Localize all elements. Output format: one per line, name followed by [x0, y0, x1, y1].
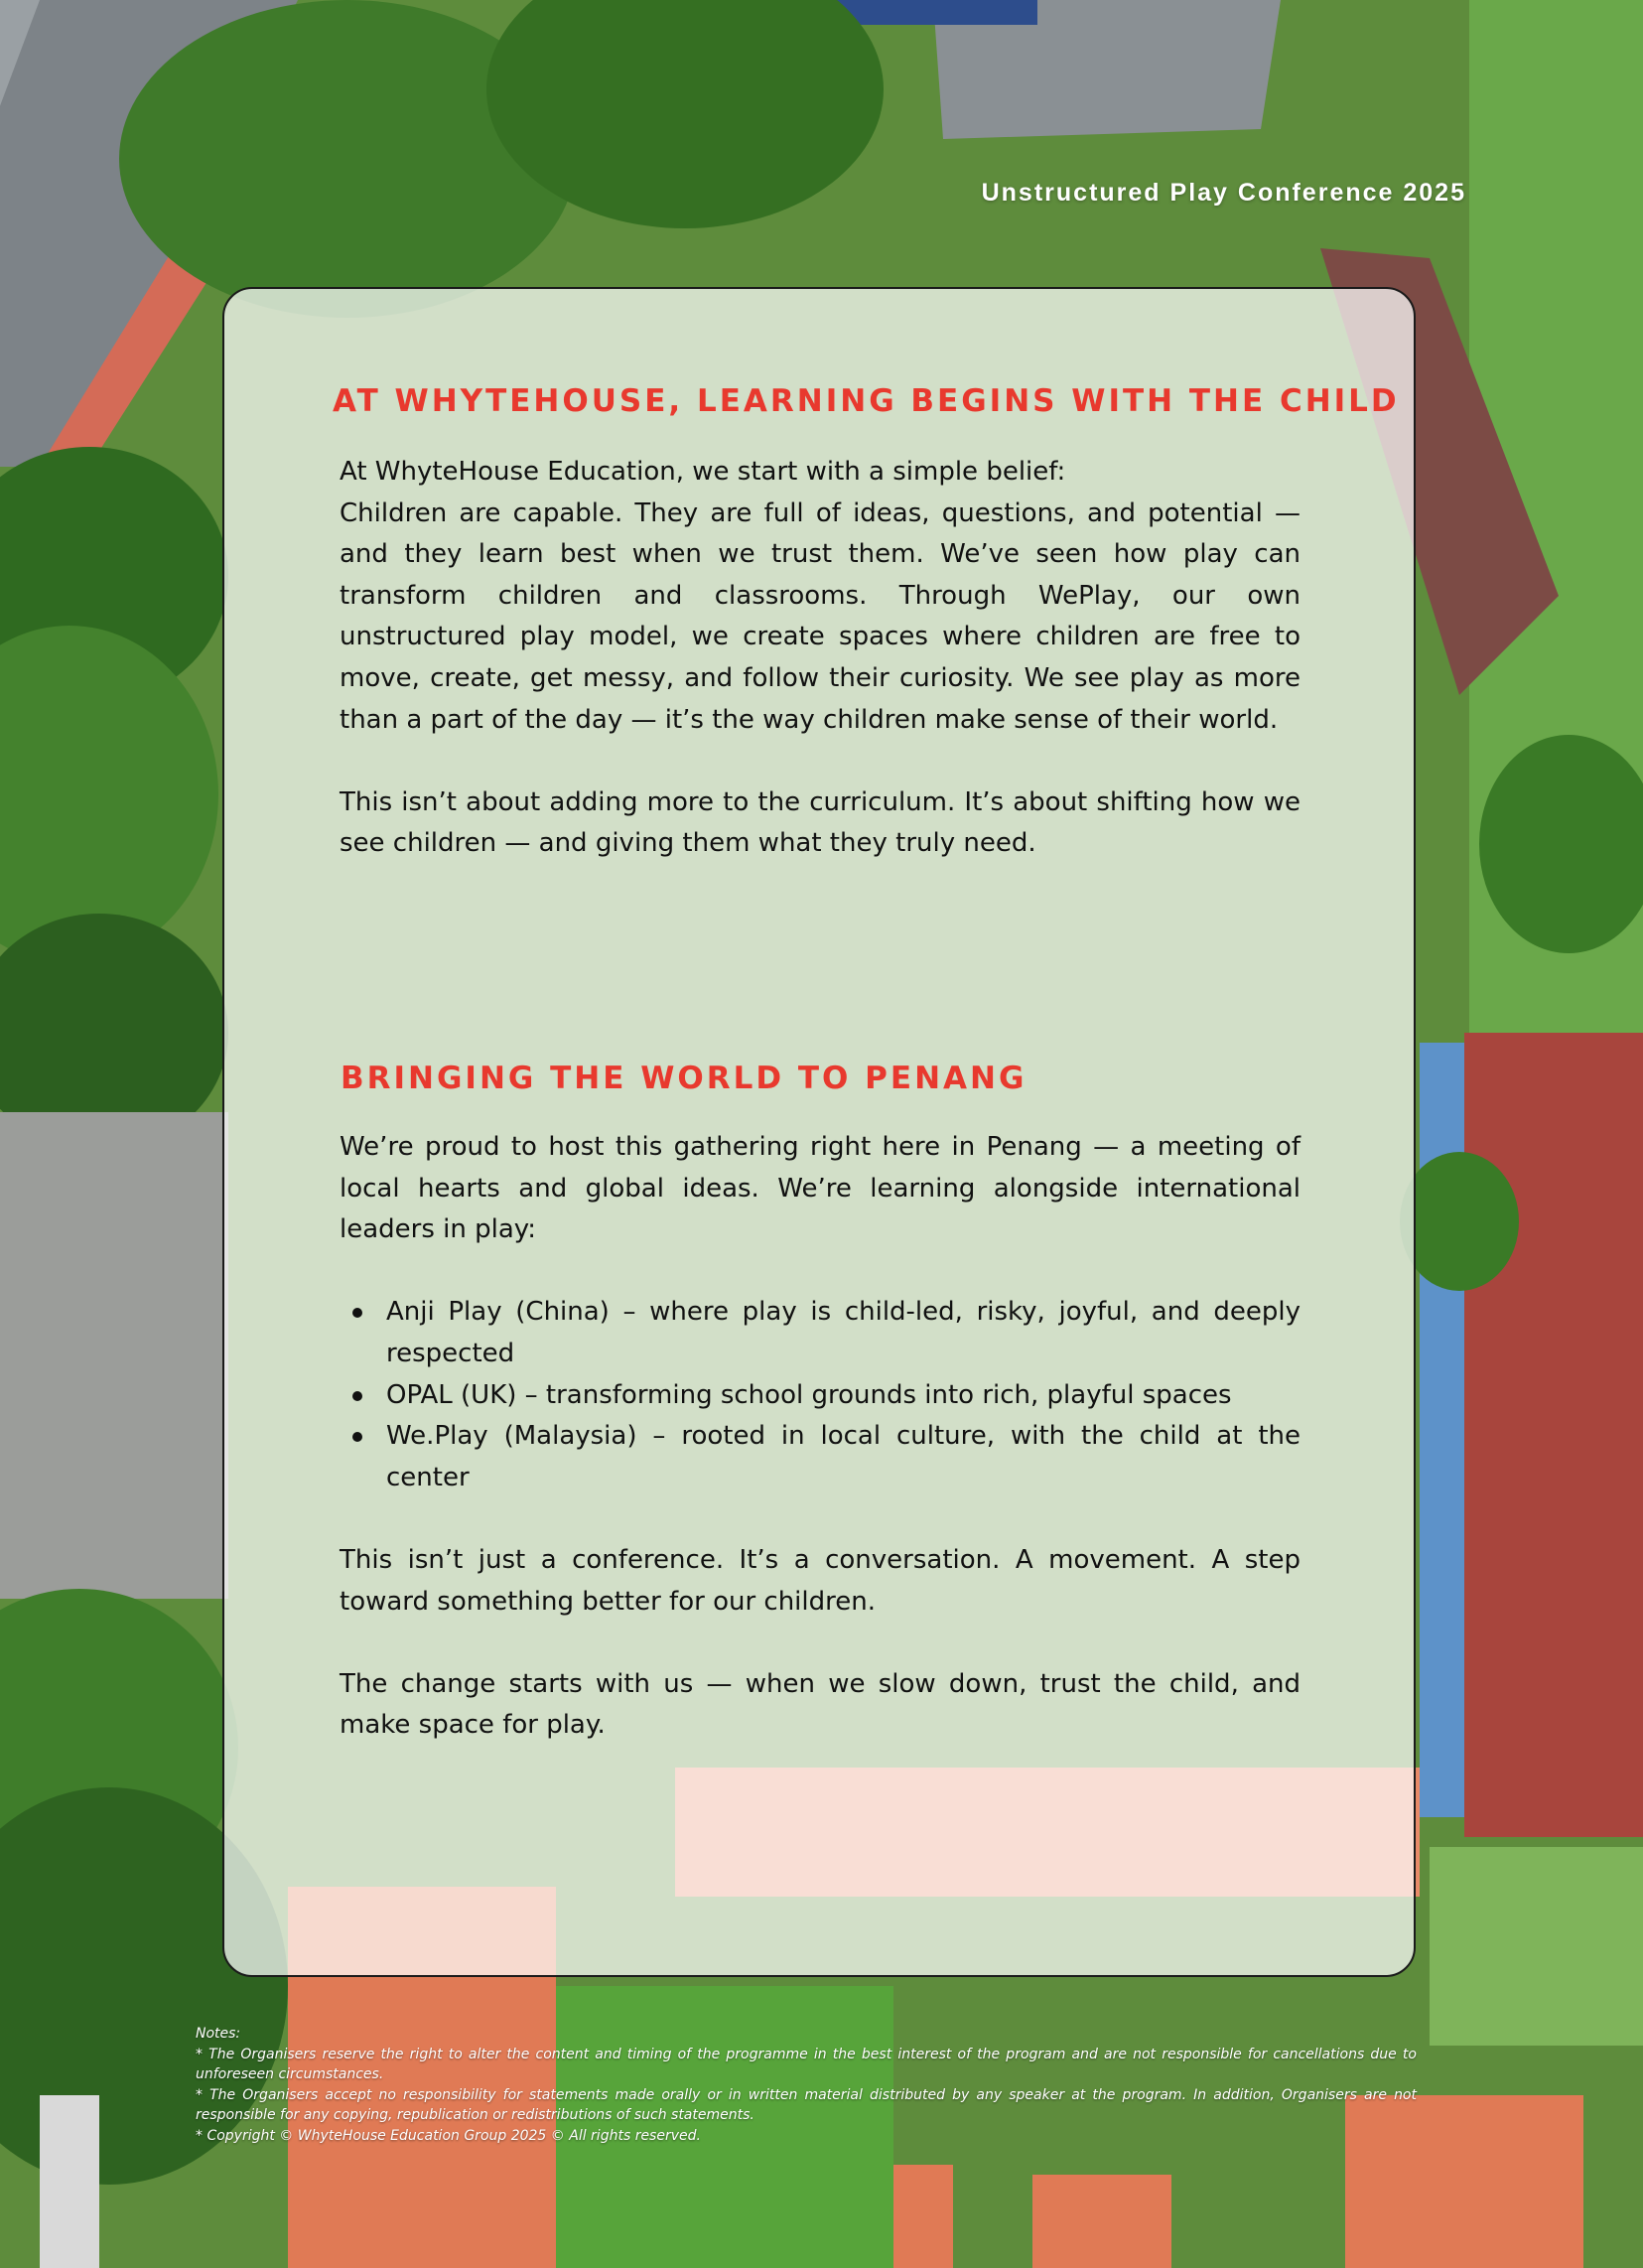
partners-list	[340, 1292, 1301, 1498]
list-item: OPAL (UK) – transforming school grounds into rich, playful spaces	[386, 1375, 1301, 1417]
section1-body	[340, 452, 1301, 865]
list-item: We.Play (Malaysia) – rooted in local culture, with the child at the center	[386, 1416, 1301, 1498]
section1-paragraph: Children are capable. They are full of ideas, questions, and potential — and they learn best when we trust them. We’ve seen how play can transform children and classrooms. Through WePlay, our own unstructured play model, we create spaces where children are free to move, create, get messy, and follow their curiosity. We see play as more than a part of the day — it’s the way children make sense of their world.	[340, 497, 1301, 735]
section1-closing: This isn’t about adding more to the curriculum. It’s about shifting how we see children — and giving them what they truly need.	[340, 786, 1301, 859]
note-item: * The Organisers reserve the right to alter the content and timing of the programme in the best interest of the program and are not responsible for cancellations due to unforeseen circumstances.	[196, 2046, 1417, 2082]
section2-heading: BRINGING THE WORLD TO PENANG	[341, 1061, 1027, 1096]
list-item: Anji Play (China) – where play is child-led, risky, joyful, and deeply respected	[386, 1292, 1301, 1374]
footer-notes	[196, 2024, 1417, 2146]
section2-intro: We’re proud to host this gathering right here in Penang — a meeting of local hearts and global ideas. We’re learning alongside international leaders in play:	[340, 1132, 1301, 1245]
section2-para2: This isn’t just a conference. It’s a conversation. A movement. A step toward something better for our children.	[340, 1544, 1301, 1617]
note-item: * Copyright © WhyteHouse Education Group 2025 © All rights reserved.	[196, 2127, 701, 2144]
conference-title: Unstructured Play Conference 2025	[981, 179, 1466, 207]
note-item: * The Organisers accept no responsibility for statements made orally or in written material distributed by any speaker at the program. In addition, Organisers are not responsible for any copying, republication or redistributions of such statements.	[196, 2086, 1417, 2123]
section1-intro: At WhyteHouse Education, we start with a simple belief:	[340, 457, 1066, 487]
notes-label: Notes:	[196, 2026, 241, 2042]
section2-para3: The change starts with us — when we slow down, trust the child, and make space for play.	[340, 1668, 1301, 1741]
section1-heading: AT WHYTEHOUSE, LEARNING BEGINS WITH THE CHILD	[333, 383, 1400, 419]
section2-body	[340, 1127, 1301, 1747]
